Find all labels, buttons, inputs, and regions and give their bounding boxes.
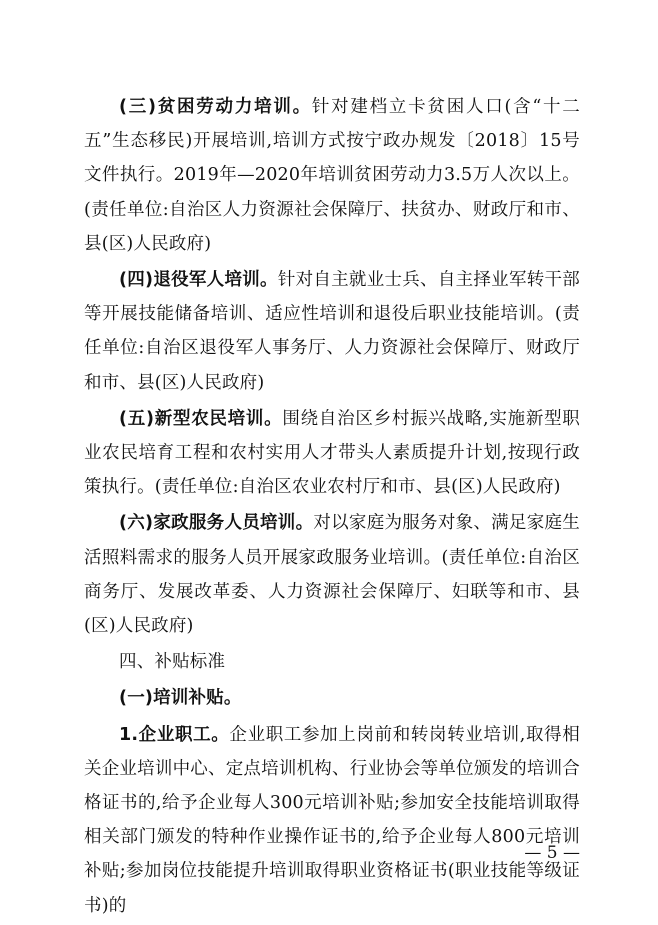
- paragraph-lead: 1.企业职工。: [119, 724, 230, 745]
- paragraph-text: 针对自主就业士兵、自主择业军转干部等开展技能储备培训、适应性培训和退役后职业技能培训。(责任单位:自治区退役军人事务厅、人力资源社会保障厅、财政厅和市、县(区)人民政府): [84, 270, 580, 393]
- paragraph-poverty-labor-training: [84, 90, 580, 261]
- paragraph-text: 企业职工参加上岗前和转岗转业培训,取得相关企业培训中心、定点培训机构、行业协会等单位颁发的培训合格证书的,给予企业每人300元培训补贴;参加安全技能培训取得相关部门颁发的特种作业操作证书的,给予企业每人800元培训补贴;参加岗位技能提升培训取得职业资格证书(职业技能等级证书)的: [84, 724, 580, 916]
- paragraph-enterprise-employees: [84, 718, 580, 923]
- paragraph-text: 围绕自治区乡村振兴战略,实施新型职业农民培育工程和农村实用人才带头人素质提升计划,按现行政策执行。(责任单位:自治区农业农村厅和市、县(区)人民政府): [84, 408, 581, 498]
- paragraph-text: 针对建档立卡贫困人口(含“十二五”生态移民)开展培训,培训方式按宁政办规发〔2018〕15号文件执行。2019年—2020年培训贫困劳动力3.5万人次以上。(责任单位:自治区人力资源社会保障厅、扶贫办、财政厅和市、县(区)人民政府): [84, 97, 580, 254]
- paragraph-lead: (三)贫困劳动力培训。: [119, 97, 312, 117]
- document-body: [84, 90, 580, 925]
- paragraph-lead: (四)退役军人培训。: [119, 270, 278, 291]
- paragraph-lead: (六)家政服务人员培训。: [119, 513, 314, 534]
- paragraph-farmer-training: [84, 402, 580, 505]
- page-number: — 5 —: [524, 843, 580, 863]
- paragraph-domestic-service-training: [84, 506, 580, 643]
- paragraph-veteran-training: [84, 263, 580, 400]
- sub-heading: (一)培训补贴。: [119, 688, 242, 709]
- section-heading: 四、补贴标准: [119, 652, 226, 673]
- paragraph-lead: (五)新型农民培训。: [119, 408, 283, 429]
- paragraph-text: 对以家庭为服务对象、满足家庭生活照料需求的服务人员开展家政服务业培训。(责任单位:自治区商务厅、发展改革委、人力资源社会保障厅、妇联等和市、县(区)人民政府): [84, 513, 581, 637]
